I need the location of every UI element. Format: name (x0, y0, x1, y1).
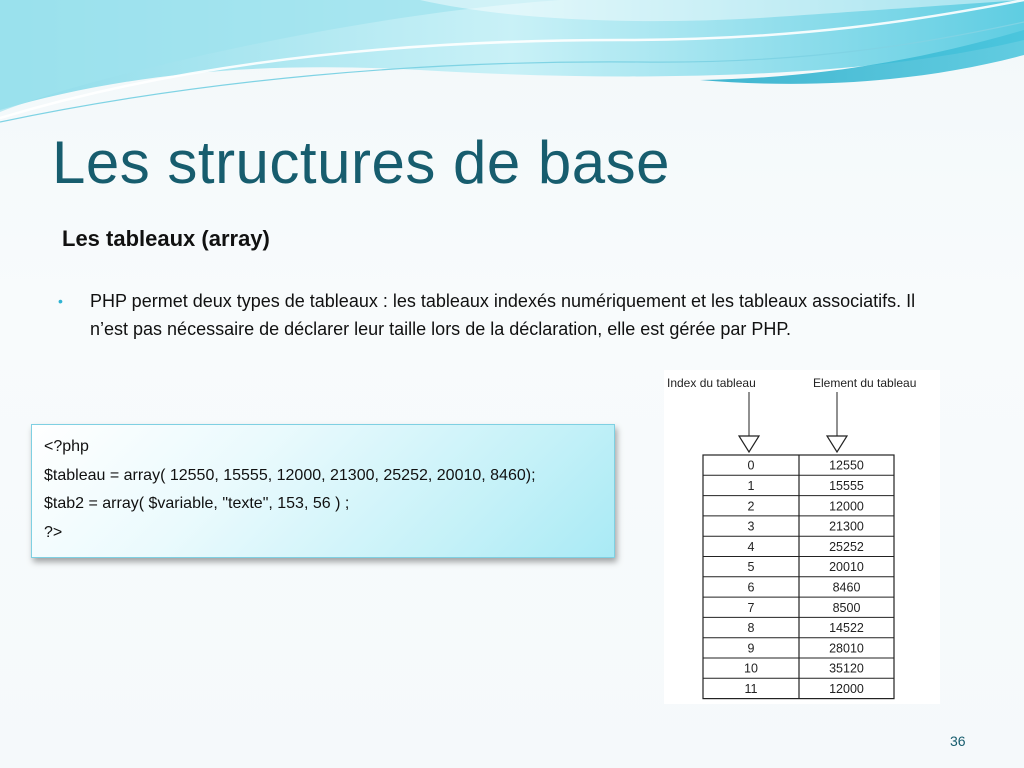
code-line: $tableau = array( 12550, 15555, 12000, 21300, 25252, 20010, 8460); (44, 466, 536, 484)
value-cell: 21300 (829, 519, 864, 534)
value-cell: 8460 (832, 580, 861, 595)
code-line: $tab2 = array( $variable, "texte", 153, 56 ) ; (44, 495, 350, 512)
top-wave-decoration (0, 0, 1024, 130)
value-cell: 20010 (829, 560, 864, 575)
value-cell: 14522 (829, 621, 864, 636)
index-header: Index du tableau (667, 376, 756, 390)
array-diagram-svg (664, 370, 940, 704)
array-diagram (664, 370, 940, 704)
value-cell: 12000 (829, 499, 864, 514)
index-cell: 6 (747, 580, 755, 595)
index-cell: 10 (744, 661, 758, 676)
value-cell: 12000 (829, 681, 864, 696)
bullet-text: PHP permet deux types de tableaux : les tableaux indexés numériquement et les tableaux associatifs. Il n’est pas nécessaire de déclarer leur taille lors de la déclaration, elle est gérée par PHP. (90, 291, 916, 339)
index-cell: 0 (747, 458, 755, 473)
index-cell: 7 (747, 600, 755, 615)
value-cell: 12550 (829, 458, 864, 473)
element-header: Element du tableau (813, 376, 917, 390)
value-cell: 25252 (829, 539, 864, 554)
element-arrow-head (827, 436, 847, 452)
index-cell: 9 (747, 641, 755, 656)
index-cell: 5 (747, 560, 755, 575)
code-line: <?php (44, 438, 89, 455)
index-cell: 11 (744, 681, 758, 696)
index-arrow-head (739, 436, 759, 452)
index-cell: 3 (747, 519, 755, 534)
index-cell: 4 (747, 539, 755, 554)
value-cell: 8500 (832, 600, 861, 615)
index-cell: 1 (747, 478, 755, 493)
value-cell: 15555 (829, 478, 864, 493)
bullet-point (58, 288, 938, 343)
code-box (31, 424, 615, 558)
value-cell: 28010 (829, 641, 864, 656)
page-number: 36 (950, 733, 966, 749)
code-line: ?> (44, 523, 63, 541)
index-cell: 2 (747, 499, 755, 514)
page-title: Les structures de base (52, 129, 671, 196)
index-cell: 8 (747, 621, 755, 636)
value-cell: 35120 (829, 661, 864, 676)
slide-subtitle: Les tableaux (array) (62, 226, 270, 251)
bullet-dot-icon: • (58, 293, 63, 309)
